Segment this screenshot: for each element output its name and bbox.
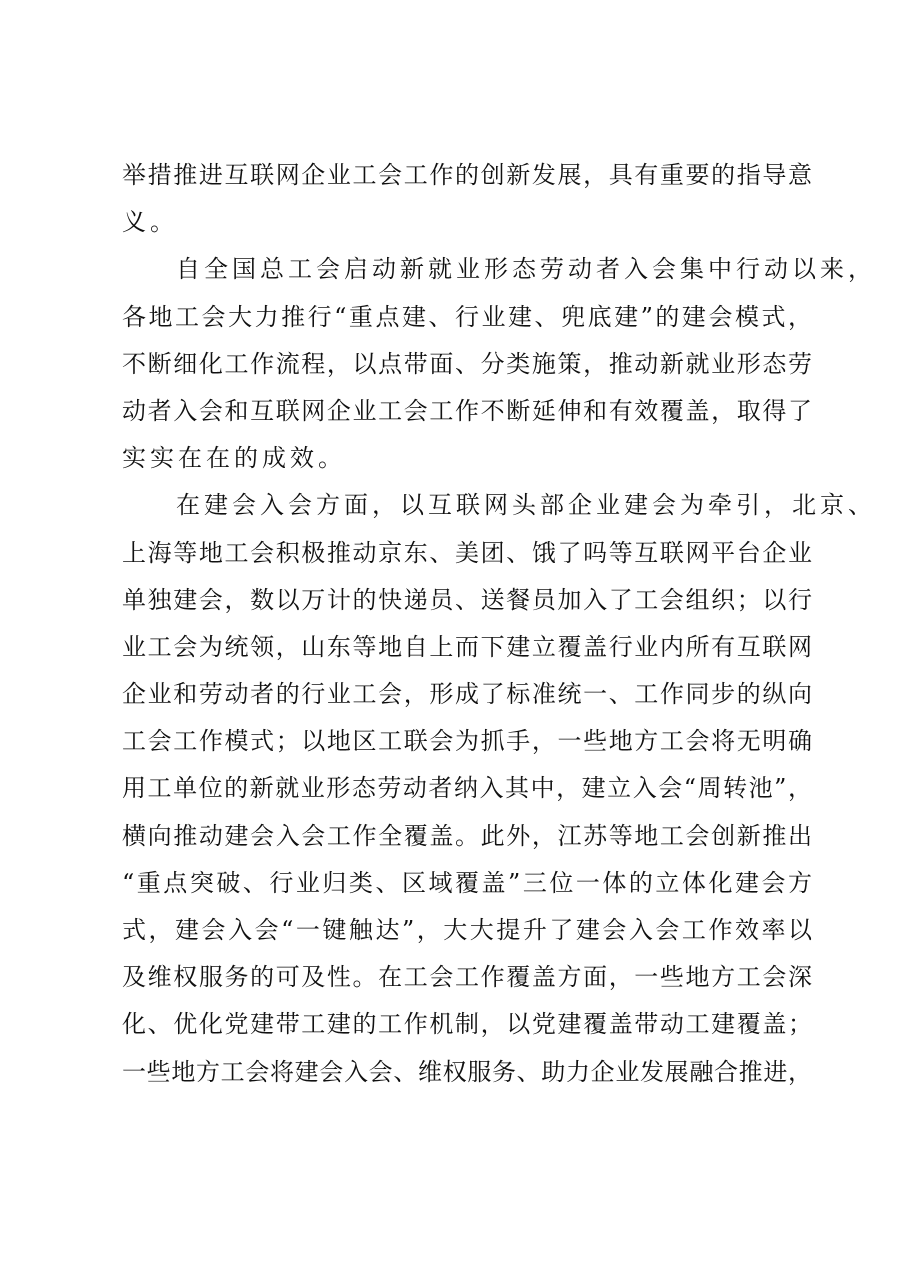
document-body [122, 152, 876, 1096]
text-line: 不断细化工作流程，以点带面、分类施策，推动新就业形态劳 [122, 349, 812, 378]
text-line: 企业和劳动者的行业工会，形成了标准统一、工作同步的纵向 [122, 680, 812, 709]
paragraph-2 [122, 246, 876, 482]
text-line: 及维权服务的可及性。在工会工作覆盖方面，一些地方工会深 [122, 963, 812, 992]
text-line: 工会工作模式；以地区工联会为抓手，一些地方工会将无明确 [122, 727, 812, 756]
text-line: 单独建会，数以万计的快递员、送餐员加入了工会组织；以行 [122, 585, 812, 614]
text-line: 各地工会大力推行“重点建、行业建、兜底建”的建会模式， [122, 302, 812, 331]
text-line: 式，建会入会“一键触达”，大大提升了建会入会工作效率以 [122, 916, 812, 944]
text-line: “重点突破、行业归类、区域覆盖”三位一体的立体化建会方 [122, 868, 812, 897]
paragraph-1 [122, 152, 812, 246]
paragraph-3 [122, 482, 876, 1095]
text-line: 自全国总工会启动新就业形态劳动者入会集中行动以来， [176, 255, 876, 284]
text-line: 一些地方工会将建会入会、维权服务、助力企业发展融合推进， [122, 1057, 812, 1086]
text-line: 在建会入会方面，以互联网头部企业建会为牵引，北京、 [176, 491, 876, 520]
text-line: 业工会为统领，山东等地自上而下建立覆盖行业内所有互联网 [122, 632, 812, 661]
text-line: 实实在在的成效。 [122, 444, 346, 473]
text-line: 横向推动建会入会工作全覆盖。此外，江苏等地工会创新推出 [122, 821, 812, 850]
text-line: 上海等地工会积极推动京东、美团、饿了吗等互联网平台企业 [122, 538, 812, 567]
text-line: 用工单位的新就业形态劳动者纳入其中，建立入会“周转池”， [122, 774, 812, 803]
text-line: 动者入会和互联网企业工会工作不断延伸和有效覆盖，取得了 [122, 396, 812, 425]
text-line: 化、优化党建带工建的工作机制，以党建覆盖带动工建覆盖； [122, 1010, 812, 1039]
text-line: 举措推进互联网企业工会工作的创新发展，具有重要的指导意 [122, 161, 812, 189]
text-line: 义。 [122, 208, 178, 237]
